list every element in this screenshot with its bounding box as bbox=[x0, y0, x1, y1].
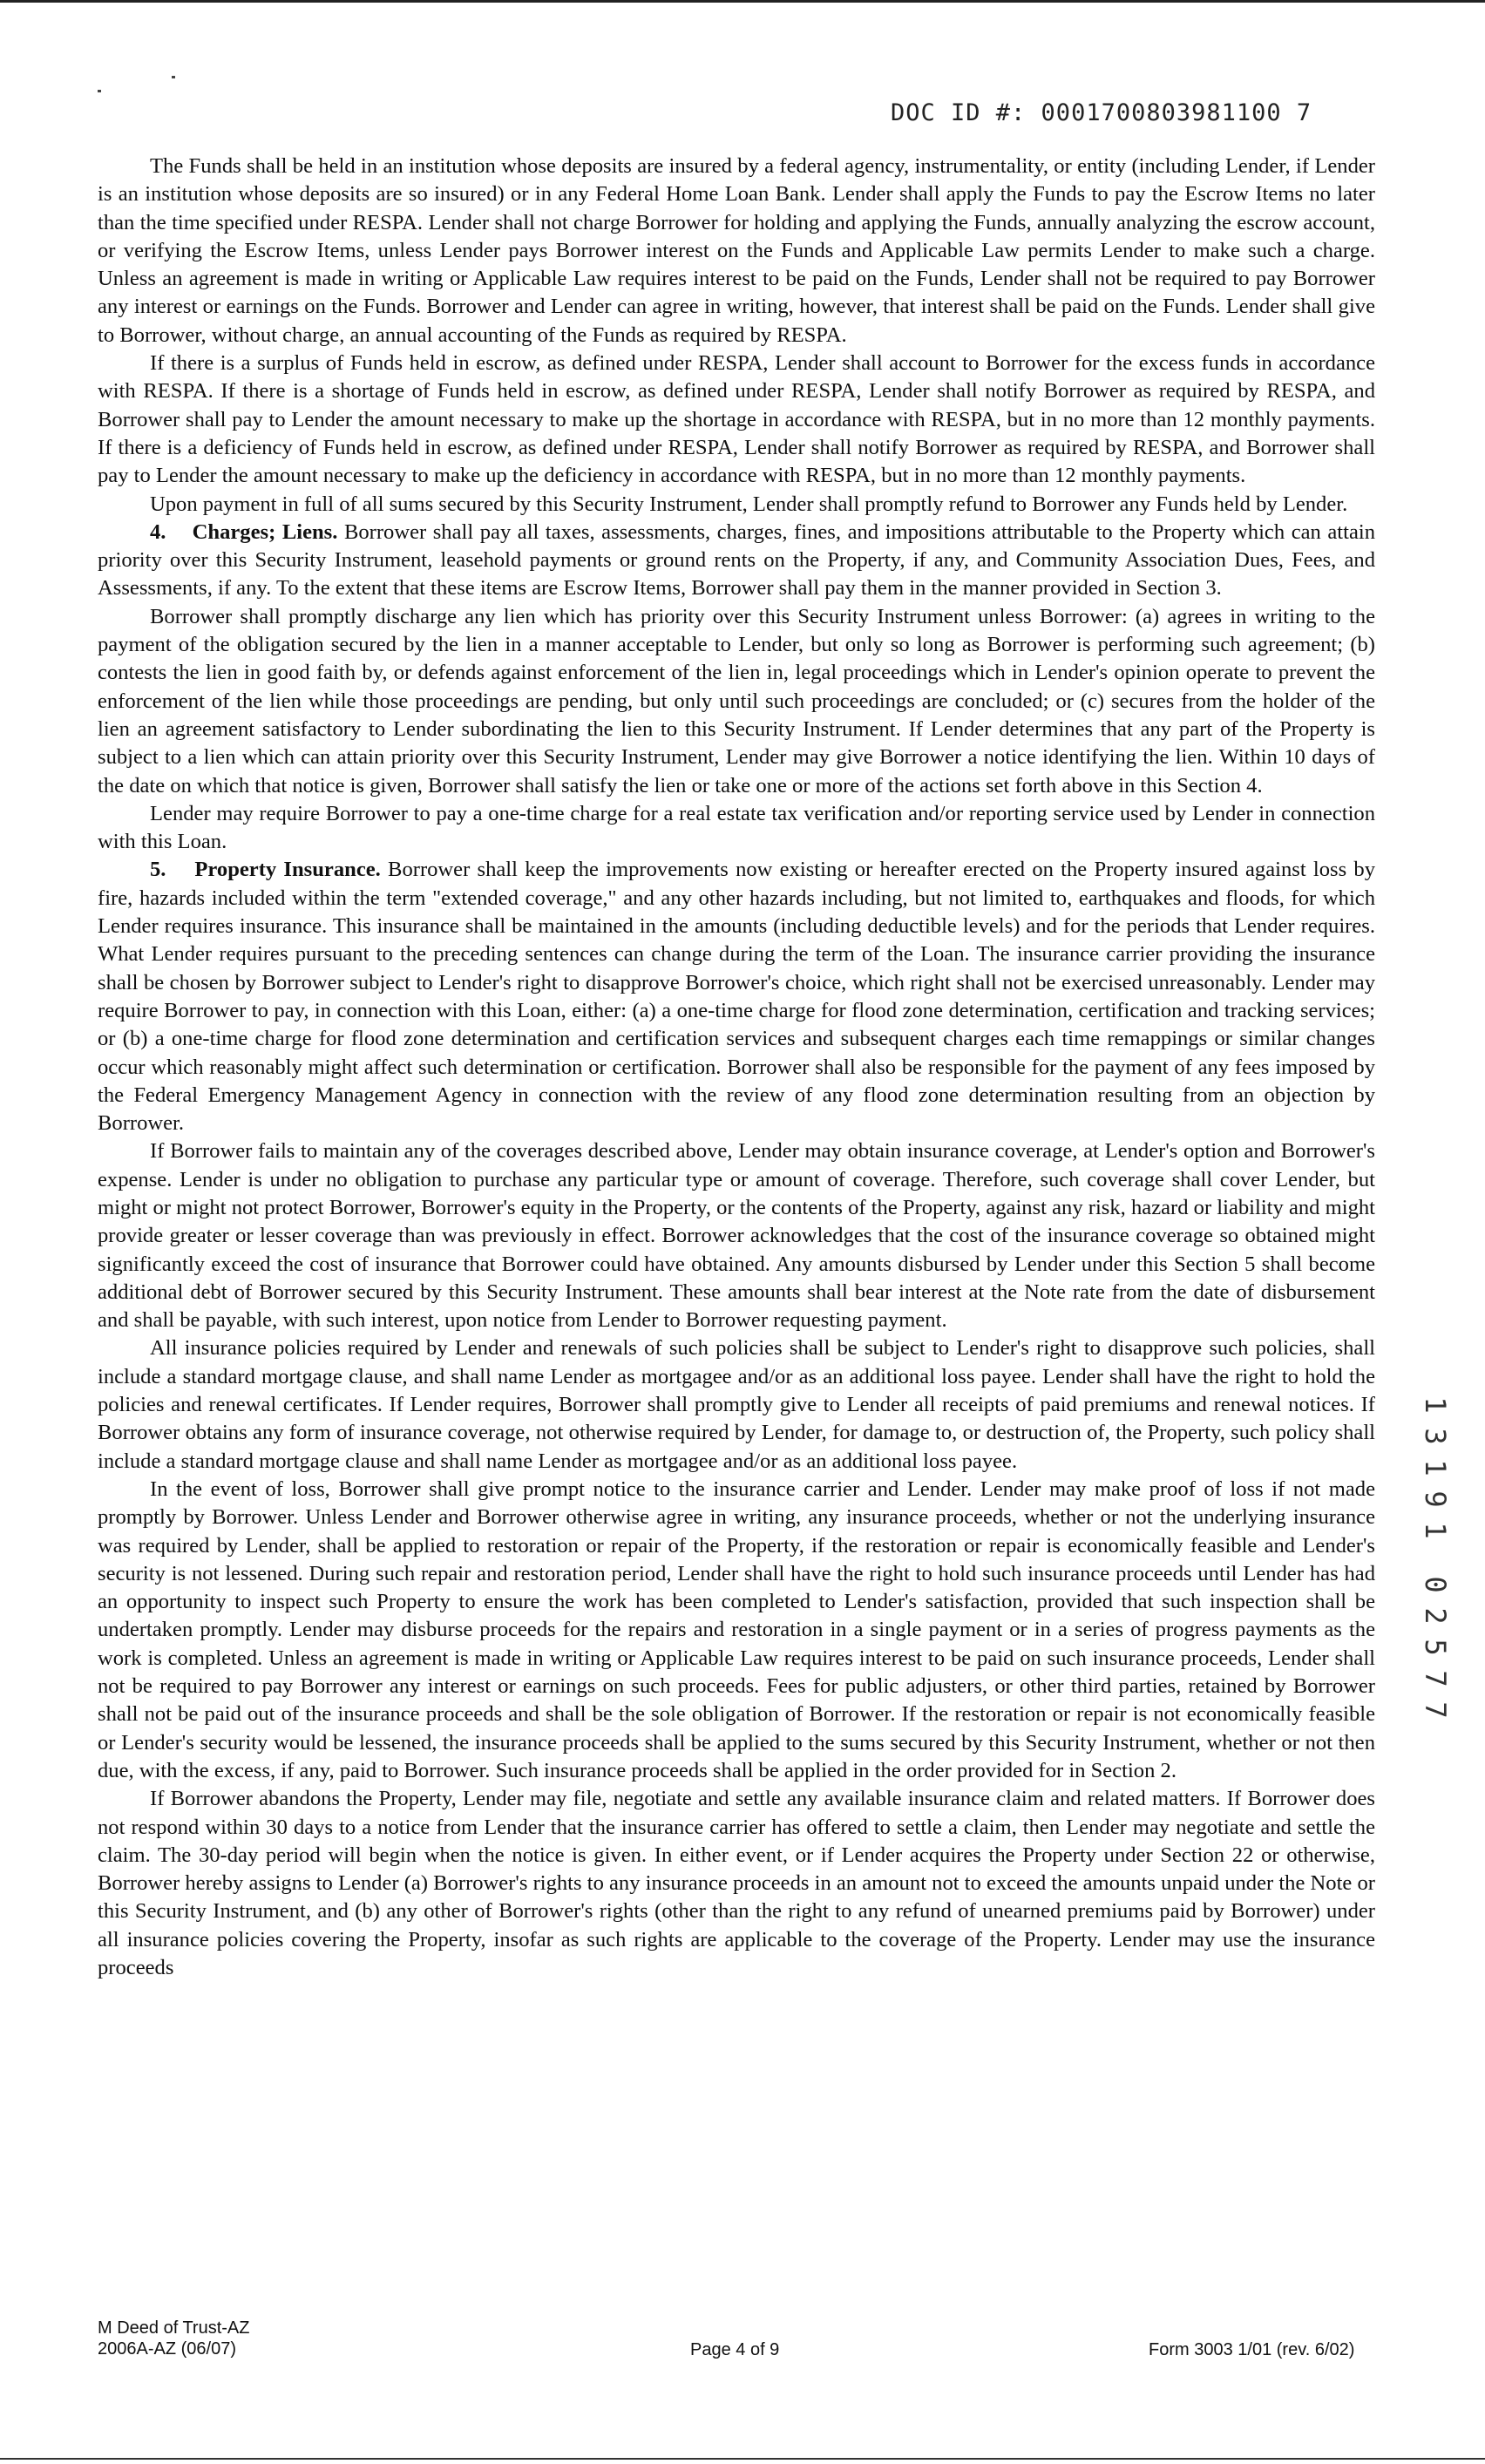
body-paragraph bbox=[98, 153, 1375, 350]
paragraph-text: If Borrower fails to maintain any of the coverages described above, Lender may obtain insurance coverage, at Lender's option and Borrower's expense. Lender is under no obligation to purchase any particular type or amount of coverage. Therefore, such coverage shall cover Lender, but might or might not protect Borrower, Borrower's equity in the Property, or the contents of the Property, against any risk, hazard or liability and might provide greater or lesser coverage than was previously in effect. Borrower acknowledges that the cost of the insurance coverage so obtained might significantly exceed the cost of insurance that Borrower could have obtained. Any amounts disbursed by Lender under this Section 5 shall become additional debt of Borrower secured by this Security Instrument. These amounts shall bear interest at the Note rate from the date of disbursement and shall be payable, with such interest, upon notice from Lender to Borrower requesting payment. bbox=[98, 1139, 1375, 1333]
section-paragraph bbox=[98, 856, 1375, 1137]
stamp-digit: 0 bbox=[1419, 1576, 1452, 1593]
section-number: 4. bbox=[150, 519, 166, 544]
section-number: 5. bbox=[150, 858, 166, 882]
paragraph-text: Borrower shall pay all taxes, assessments, charges, fines, and impositions attributable to the Property which can attain priority over this Security Instrument, leasehold payments or ground rents on the Property, if any, and Community Association Dues, Fees, and Assessments, if any. To the extent that these items are Escrow Items, Borrower shall pay them in the manner provided in Section 3. bbox=[98, 519, 1375, 601]
body-paragraph bbox=[98, 1785, 1375, 1982]
section-paragraph bbox=[98, 519, 1375, 603]
body-paragraph bbox=[98, 1476, 1375, 1785]
footer-form-code: 2006A-AZ (06/07) bbox=[98, 2339, 236, 2359]
paragraph-text: Borrower shall promptly discharge any lien which has priority over this Security Instrument unless Borrower: (a) agrees in writing to the payment of the obligation secured by the lien in a manner acceptable to Lender, but only so long as Borrower is performing such agreement; (b) contests the lien in good faith by, or defends against enforcement of the lien in, legal proceedings which in Lender's opinion operate to prevent the enforcement of the lien while those proceedings are pending, but only until such proceedings are concluded; or (c) secures from the holder of the lien an agreement satisfactory to Lender subordinating the lien to this Security Instrument. If Lender determines that any part of the Property is subject to a lien which can attain priority over this Security Instrument, Lender may give Borrower a notice identifying the lien. Within 10 days of the date on which that notice is given, Borrower shall satisfy the lien or take one or more of the actions set forth above in this Section 4. bbox=[98, 604, 1375, 798]
document-body bbox=[98, 153, 1375, 1982]
stamp-digit: 1 bbox=[1419, 1522, 1452, 1539]
body-paragraph bbox=[98, 491, 1375, 519]
body-paragraph bbox=[98, 800, 1375, 857]
paragraph-text: Upon payment in full of all sums secured by this Security Instrument, Lender shall promptly refund to Borrower any Funds held by Lender. bbox=[150, 492, 1348, 516]
paragraph-text: In the event of loss, Borrower shall give prompt notice to the insurance carrier and Lender. Lender may make proof of loss if not made promptly by Borrower. Unless Lender and Borrower otherwise agree in writing, any insurance proceeds, whether or not the underlying insurance was required by Lender, shall be applied to restoration or repair of the Property, if the restoration or repair is economically feasible and Lender's security is not lessened. During such repair and restoration period, Lender shall have the right to hold such insurance proceeds until Lender has had an opportunity to inspect such Property to ensure the work has been completed to Lender's satisfaction, provided that such inspection shall be undertaken promptly. Lender may disburse proceeds for the repairs and restoration in a single payment or in a series of progress payments as the work is completed. Unless an agreement is made in writing or Applicable Law requires interest to be paid on such insurance proceeds, Lender shall not be required to pay Borrower any interest or earnings on such proceeds. Fees for public adjusters, or other third parties, retained by Borrower shall not be paid out of the insurance proceeds and shall be the sole obligation of Borrower. If the restoration or repair is not economically feasible or Lender's security would be lessened, the insurance proceeds shall be applied to the sums secured by this Security Instrument, whether or not then due, with the excess, if any, paid to Borrower. Such insurance proceeds shall be applied in the order provided for in Section 2. bbox=[98, 1476, 1375, 1782]
body-paragraph bbox=[98, 603, 1375, 800]
top-edge-line bbox=[0, 0, 1485, 3]
paragraph-text: Borrower shall keep the improvements now existing or hereafter erected on the Property insured against loss by fire, hazards included within the term "extended coverage," and any other hazards including, but not limited to, earthquakes and floods, for which Lender requires insurance. This insurance shall be maintained in the amounts (including deductible levels) and for the periods that Lender requires. What Lender requires pursuant to the preceding sentences can change during the term of the Loan. The insurance carrier providing the insurance shall be chosen by Borrower subject to Lender's right to disapprove Borrower's choice, which right shall not be exercised unreasonably. Lender may require Borrower to pay, in connection with this Loan, either: (a) a one-time charge for flood zone determination, certification and tracking services; or (b) a one-time charge for flood zone determination and certification services and subsequent charges each time remappings or similar changes occur which reasonably might affect such determination or certification. Borrower shall also be responsible for the payment of any fees imposed by the Federal Emergency Management Agency in connection with the review of any flood zone determination resulting from an objection by Borrower. bbox=[98, 858, 1376, 1136]
doc-id-header: DOC ID #: 0001700803981100 7 bbox=[891, 99, 1312, 126]
paragraph-text: If Borrower abandons the Property, Lender may file, negotiate and settle any available insurance claim and related matters. If Borrower does not respond within 30 days to a notice from Lender that the insurance carrier has offered to settle a claim, then Lender may negotiate and settle the claim. The 30-day period will begin when the notice is given. In either event, or if Lender acquires the Property under Section 22 or otherwise, Borrower hereby assigns to Lender (a) Borrower's rights to any insurance proceeds in an amount not to exceed the amounts unpaid under the Note or this Security Instrument, and (b) any other of Borrower's rights (other than the right to any refund of unearned premiums paid by Borrower) under all insurance policies covering the Property, insofar as such rights are applicable to the coverage of the Property. Lender may use the insurance proceeds bbox=[98, 1787, 1375, 1979]
body-paragraph bbox=[98, 1137, 1375, 1334]
scan-speck bbox=[98, 90, 101, 92]
stamp-digit: 7 bbox=[1419, 1670, 1452, 1687]
paragraph-text: The Funds shall be held in an institution whose deposits are insured by a federal agency, instrumentality, or entity (including Lender, if Lender is an institution whose deposits are so insured) or in any Federal Home Loan Bank. Lender shall apply the Funds to pay the Escrow Items no later than the time specified under RESPA. Lender shall not charge Borrower for holding and applying the Funds, annually analyzing the escrow account, or verifying the Escrow Items, unless Lender pays Borrower interest on the Funds and Applicable Law permits Lender to make such a charge. Unless an agreement is made in writing or Applicable Law requires interest to be paid on the Funds, Lender shall not be required to pay Borrower any interest or earnings on the Funds. Borrower and Lender can agree in writing, however, that interest shall be paid on the Funds. Lender shall give to Borrower, without charge, an annual accounting of the Funds as required by RESPA. bbox=[98, 154, 1375, 347]
footer-page-number: Page 4 of 9 bbox=[690, 2340, 780, 2359]
footer-form-name: M Deed of Trust-AZ bbox=[98, 2318, 250, 2338]
stamp-digit: 2 bbox=[1419, 1607, 1452, 1625]
stamp-digit: 9 bbox=[1419, 1490, 1452, 1508]
stamp-digit: 1 bbox=[1419, 1396, 1452, 1414]
body-paragraph bbox=[98, 1334, 1375, 1475]
paragraph-text: All insurance policies required by Lender and renewals of such policies shall be subject to Lender's right to disapprove such policies, shall include a standard mortgage clause, and shall name Lender as mortgagee and/or as an additional loss payee. Lender shall have the right to hold the policies and renewal certificates. If Lender requires, Borrower shall promptly give to Lender all receipts of paid premiums and renewal notices. If Borrower obtains any form of insurance coverage, not otherwise required by Lender, for damage to, or destruction of, the Property, such policy shall include a standard mortgage clause and shall name Lender as mortgagee and/or as an additional loss payee. bbox=[98, 1336, 1375, 1473]
body-paragraph bbox=[98, 350, 1375, 490]
footer-form-number: Form 3003 1/01 (rev. 6/02) bbox=[1149, 2340, 1355, 2359]
stamp-digit: 5 bbox=[1419, 1639, 1452, 1656]
footer-form-info bbox=[98, 2318, 250, 2359]
section-title: Charges; Liens. bbox=[192, 519, 338, 544]
paragraph-text: If there is a surplus of Funds held in escrow, as defined under RESPA, Lender shall account to Borrower for the excess funds in accordance with RESPA. If there is a shortage of Funds held in escrow, as defined under RESPA, Lender shall notify Borrower as required by RESPA, and Borrower shall pay to Lender the amount necessary to make up the shortage in accordance with RESPA, but in no more than 12 monthly payments. If there is a deficiency of Funds held in escrow, as defined under RESPA, Lender shall notify Borrower as required by RESPA, and Borrower shall pay to Lender the amount necessary to make up the deficiency in accordance with RESPA, but in no more than 12 monthly payments. bbox=[98, 351, 1375, 488]
stamp-digit: 1 bbox=[1419, 1459, 1452, 1476]
scan-speck bbox=[172, 76, 175, 78]
stamp-digit: 3 bbox=[1419, 1428, 1452, 1445]
bottom-edge-line bbox=[0, 2458, 1485, 2460]
recording-number-stamp bbox=[1414, 1389, 1457, 1726]
section-title: Property Insurance. bbox=[194, 858, 381, 882]
stamp-digit: 7 bbox=[1419, 1701, 1452, 1719]
paragraph-text: Lender may require Borrower to pay a one-time charge for a real estate tax verification and/or reporting service used by Lender in connection with this Loan. bbox=[98, 801, 1375, 854]
